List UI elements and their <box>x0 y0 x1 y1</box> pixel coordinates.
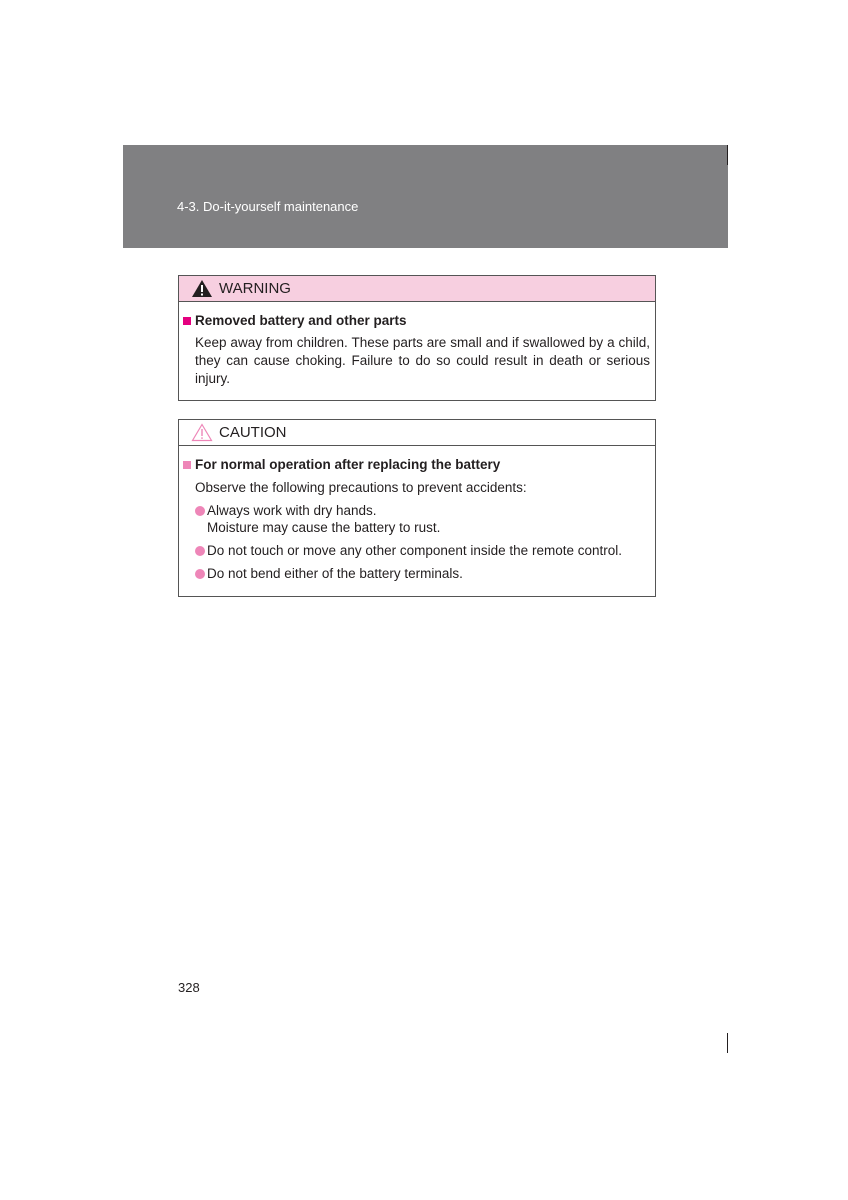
crop-mark-bottom <box>727 1033 728 1053</box>
warning-heading <box>183 313 407 328</box>
caution-intro: Observe the following precautions to prevent accidents: <box>195 480 527 495</box>
square-bullet-icon <box>183 461 191 469</box>
caution-label: CAUTION <box>219 424 287 441</box>
list-item-text: Do not touch or move any other component inside the remote control. <box>207 543 622 558</box>
caution-box <box>178 419 656 597</box>
page-number: 328 <box>178 980 200 995</box>
warning-triangle-icon <box>191 279 213 298</box>
warning-header <box>179 276 655 302</box>
list-item <box>195 542 622 559</box>
caution-heading <box>183 457 500 472</box>
round-bullet-icon <box>195 506 205 516</box>
list-item <box>195 565 463 582</box>
warning-text: Keep away from children. These parts are small and if swallowed by a child, they can cause choking. Failure to do so could result in death or serious injury. <box>195 335 650 386</box>
list-item-text: Always work with dry hands. <box>207 503 377 518</box>
warning-box <box>178 275 656 401</box>
list-item <box>195 502 440 536</box>
round-bullet-icon <box>195 546 205 556</box>
list-item-subtext: Moisture may cause the battery to rust. <box>207 520 441 535</box>
square-bullet-icon <box>183 317 191 325</box>
section-header-band <box>123 145 728 248</box>
warning-heading-text: Removed battery and other parts <box>195 313 407 328</box>
caution-header <box>179 420 655 446</box>
round-bullet-icon <box>195 569 205 579</box>
crop-mark-top <box>727 145 728 165</box>
warning-label: WARNING <box>219 280 291 297</box>
caution-heading-text: For normal operation after replacing the battery <box>195 457 501 472</box>
caution-triangle-icon <box>191 423 213 442</box>
section-title: 4-3. Do-it-yourself maintenance <box>177 199 359 214</box>
list-item-text: Do not bend either of the battery terminals. <box>207 566 463 581</box>
